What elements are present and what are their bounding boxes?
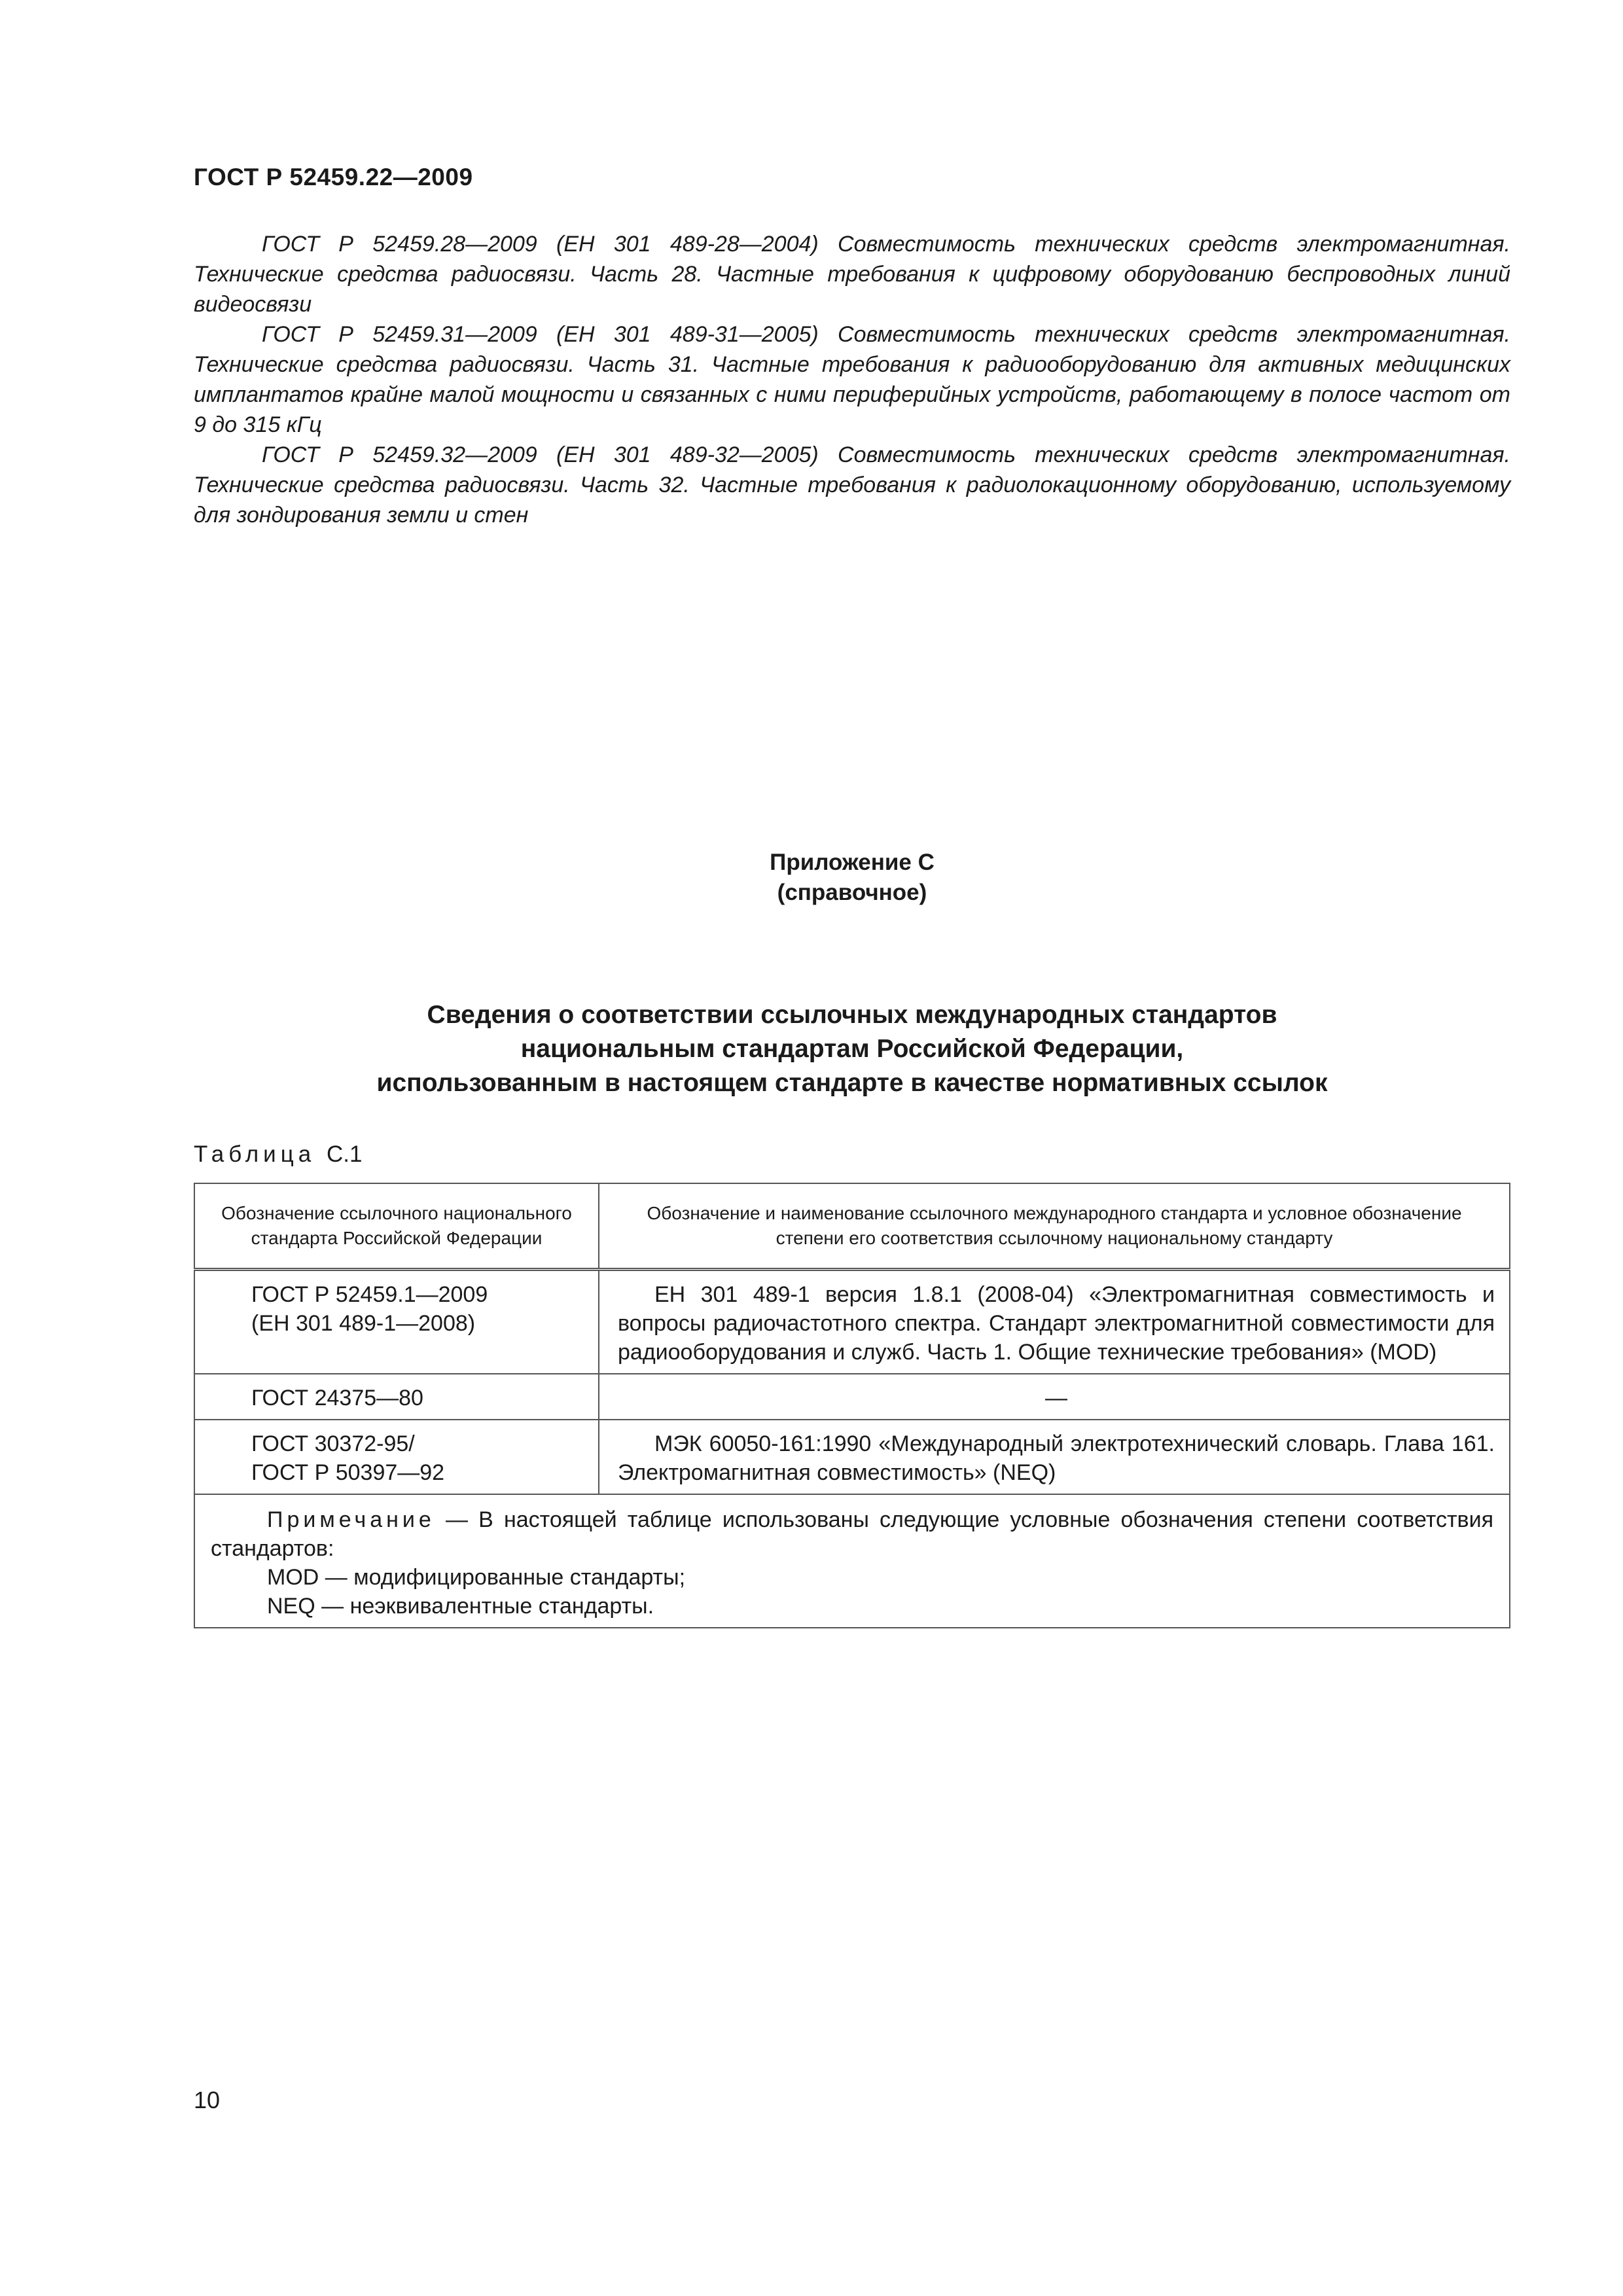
reference-item: ГОСТ Р 52459.31—2009 (ЕН 301 489-31—2005) Совместимость технических средств электромагнитная. Технические средства радиосвязи. Часть 31. Частные требования к радиооборудованию для активных медицинских имплантатов крайне малой мощности и связанных с ними периферийных устройств, работающему в полосе частот от 9 до 315 кГц — [194, 322, 1510, 437]
national-standard: ГОСТ Р 52459.1—2009 — [251, 1282, 488, 1307]
table-row — [194, 1270, 1510, 1374]
international-standard: ЕН 301 489-1 версия 1.8.1 (2008-04) «Электромагнитная совместимость и вопросы радиочастотного спектра. Стандарт электромагнитной совместимости для радиооборудования и служб. Часть 1. Общие технические требования» (MOD) — [618, 1282, 1495, 1365]
table-caption — [194, 1141, 362, 1168]
national-standard-cell — [194, 1374, 599, 1420]
annex-subtitle: (справочное) — [777, 880, 927, 905]
section-title-line: национальным стандартам Российской Федерации, — [520, 1035, 1184, 1063]
note-lead: Примечание — [267, 1507, 435, 1532]
international-standard: МЭК 60050-161:1990 «Международный электротехнический словарь. Глава 161. Электромагнитная совместимость» (NEQ) — [618, 1431, 1495, 1485]
table-note-row — [194, 1494, 1510, 1628]
reference-list — [194, 229, 1510, 530]
national-standard: ГОСТ 30372-95/ — [251, 1431, 415, 1456]
national-standard-cell — [194, 1270, 599, 1374]
international-standard-cell — [599, 1420, 1510, 1494]
section-title — [194, 998, 1510, 1100]
annex-title: Приложение С — [770, 850, 935, 875]
national-standard-cell — [194, 1420, 599, 1494]
note-item: NEQ — неэквивалентные стандарты. — [267, 1594, 654, 1619]
section-title-line: Сведения о соответствии ссылочных международных стандартов — [427, 1001, 1277, 1029]
annex-heading — [194, 848, 1510, 908]
table-header-row — [194, 1183, 1510, 1270]
national-standard: (ЕН 301 489-1—2008) — [251, 1311, 476, 1336]
table-row — [194, 1374, 1510, 1420]
document-code: ГОСТ Р 52459.22—2009 — [194, 164, 473, 190]
table-caption-number: С.1 — [326, 1141, 363, 1167]
table-header-national: Обозначение ссылочного национального стандарта Российской Федерации — [194, 1183, 599, 1270]
table-note — [194, 1494, 1510, 1628]
standards-table — [194, 1183, 1510, 1628]
section-title-line: использованным в настоящем стандарте в качестве нормативных ссылок — [376, 1069, 1328, 1097]
national-standard: ГОСТ 24375—80 — [251, 1386, 423, 1410]
note-item: MOD — модифицированные стандарты; — [267, 1565, 686, 1590]
table-caption-word: Таблица — [194, 1141, 316, 1167]
page-number: 10 — [194, 2087, 221, 2113]
international-standard-cell — [599, 1374, 1510, 1420]
reference-item: ГОСТ Р 52459.28—2009 (ЕН 301 489-28—2004) Совместимость технических средств электромагнитная. Технические средства радиосвязи. Часть 28. Частные требования к цифровому оборудованию беспроводных линий видеосвязи — [194, 232, 1510, 317]
note-text: — В настоящей таблице использованы следующие условные обозначения степени соответствия стандартов: — [211, 1507, 1493, 1561]
international-standard-cell — [599, 1270, 1510, 1374]
national-standard: ГОСТ Р 50397—92 — [251, 1460, 445, 1485]
international-standard: — — [1045, 1386, 1067, 1410]
table-header-international: Обозначение и наименование ссылочного международного стандарта и условное обозначение степени его соответствия ссылочному национальному стандарту — [599, 1183, 1510, 1270]
table-row — [194, 1420, 1510, 1494]
reference-item: ГОСТ Р 52459.32—2009 (ЕН 301 489-32—2005) Совместимость технических средств электромагнитная. Технические средства радиосвязи. Часть 32. Частные требования к радиолокационному оборудованию, используемому для зондирования земли и стен — [194, 442, 1510, 528]
